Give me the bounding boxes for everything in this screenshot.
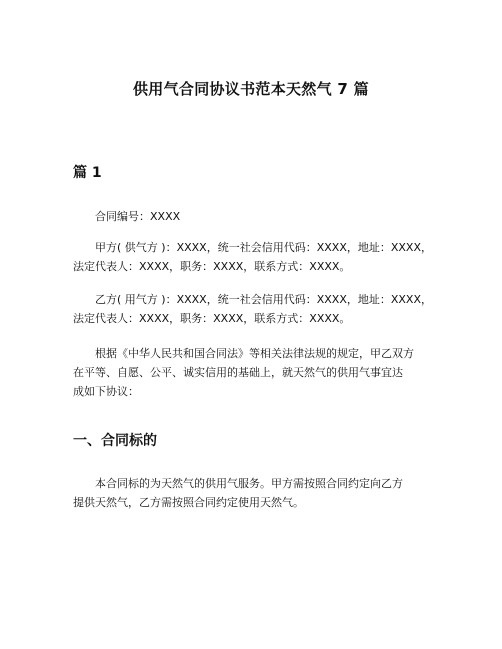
party-b-paragraph: 乙方( 用气方 )：XXXX，统一社会信用代码：XXXX，地址：XXXX， 法定代表人：XXXX，职务：XXXX，联系方式：XXXX。 <box>73 293 433 325</box>
part-heading: 篇 1 <box>73 165 102 181</box>
subject-paragraph: 本合同标的为天然气的供用气服务。甲方需按照合同约定向乙方 提供天然气，乙方需按照合同约定使用天然气。 <box>73 477 403 509</box>
contract-number-paragraph: 合同编号：XXXX <box>95 210 181 223</box>
document-title: 供用气合同协议书范本天然气 7 篇 <box>133 80 369 98</box>
section-heading-subject: 一、合同标的 <box>73 433 157 449</box>
party-a-paragraph: 甲方( 供气方 )：XXXX，统一社会信用代码：XXXX，地址：XXXX， 法定代表人：XXXX，职务：XXXX，联系方式：XXXX。 <box>73 241 433 273</box>
preamble-paragraph: 根据《中华人民共和国合同法》等相关法律法规的规定，甲乙双方 在平等、自愿、公平、诚实信用的基础上，就天然气的供用气事宜达 成如下协议： <box>73 347 414 398</box>
